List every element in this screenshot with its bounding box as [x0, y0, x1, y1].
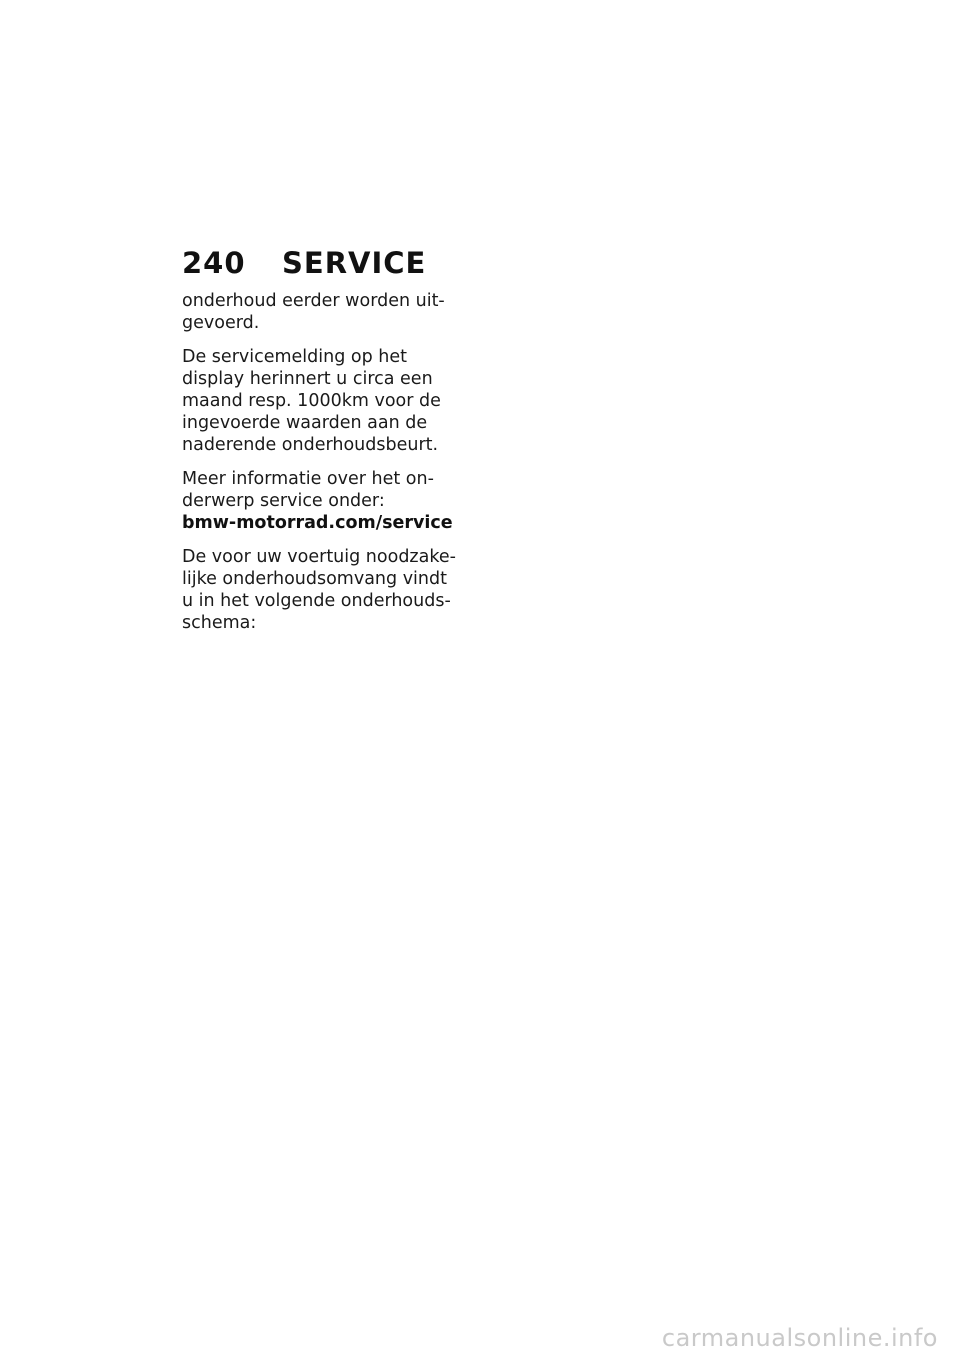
text-line: maand resp. 1000km voor de	[182, 391, 441, 411]
paragraph-3	[182, 468, 467, 534]
text-line: De servicemelding op het	[182, 347, 407, 367]
text-line: lijke onderhoudsomvang vindt	[182, 569, 447, 589]
paragraph-2	[182, 346, 467, 456]
body-text	[182, 290, 467, 646]
text-line: onderhoud eerder worden uit-	[182, 291, 445, 311]
paragraph-1	[182, 290, 467, 334]
text-line: De voor uw voertuig noodzake-	[182, 547, 456, 567]
page-header	[182, 240, 426, 280]
text-line: schema:	[182, 613, 257, 633]
service-link[interactable]: bmw-motorrad.com/service	[182, 513, 453, 533]
text-line: ingevoerde waarden aan de	[182, 413, 428, 433]
section-title: SERVICE	[282, 246, 427, 280]
watermark: carmanualsonline.info	[661, 1324, 938, 1352]
text-line: display herinnert u circa een	[182, 369, 433, 389]
text-line: u in het volgende onderhouds-	[182, 591, 451, 611]
text-line: gevoerd.	[182, 313, 260, 333]
paragraph-4	[182, 546, 467, 634]
text-line: naderende onderhoudsbeurt.	[182, 435, 439, 455]
text-line: derwerp service onder:	[182, 491, 385, 511]
page-number: 240	[182, 246, 246, 280]
text-line: Meer informatie over het on-	[182, 469, 434, 489]
